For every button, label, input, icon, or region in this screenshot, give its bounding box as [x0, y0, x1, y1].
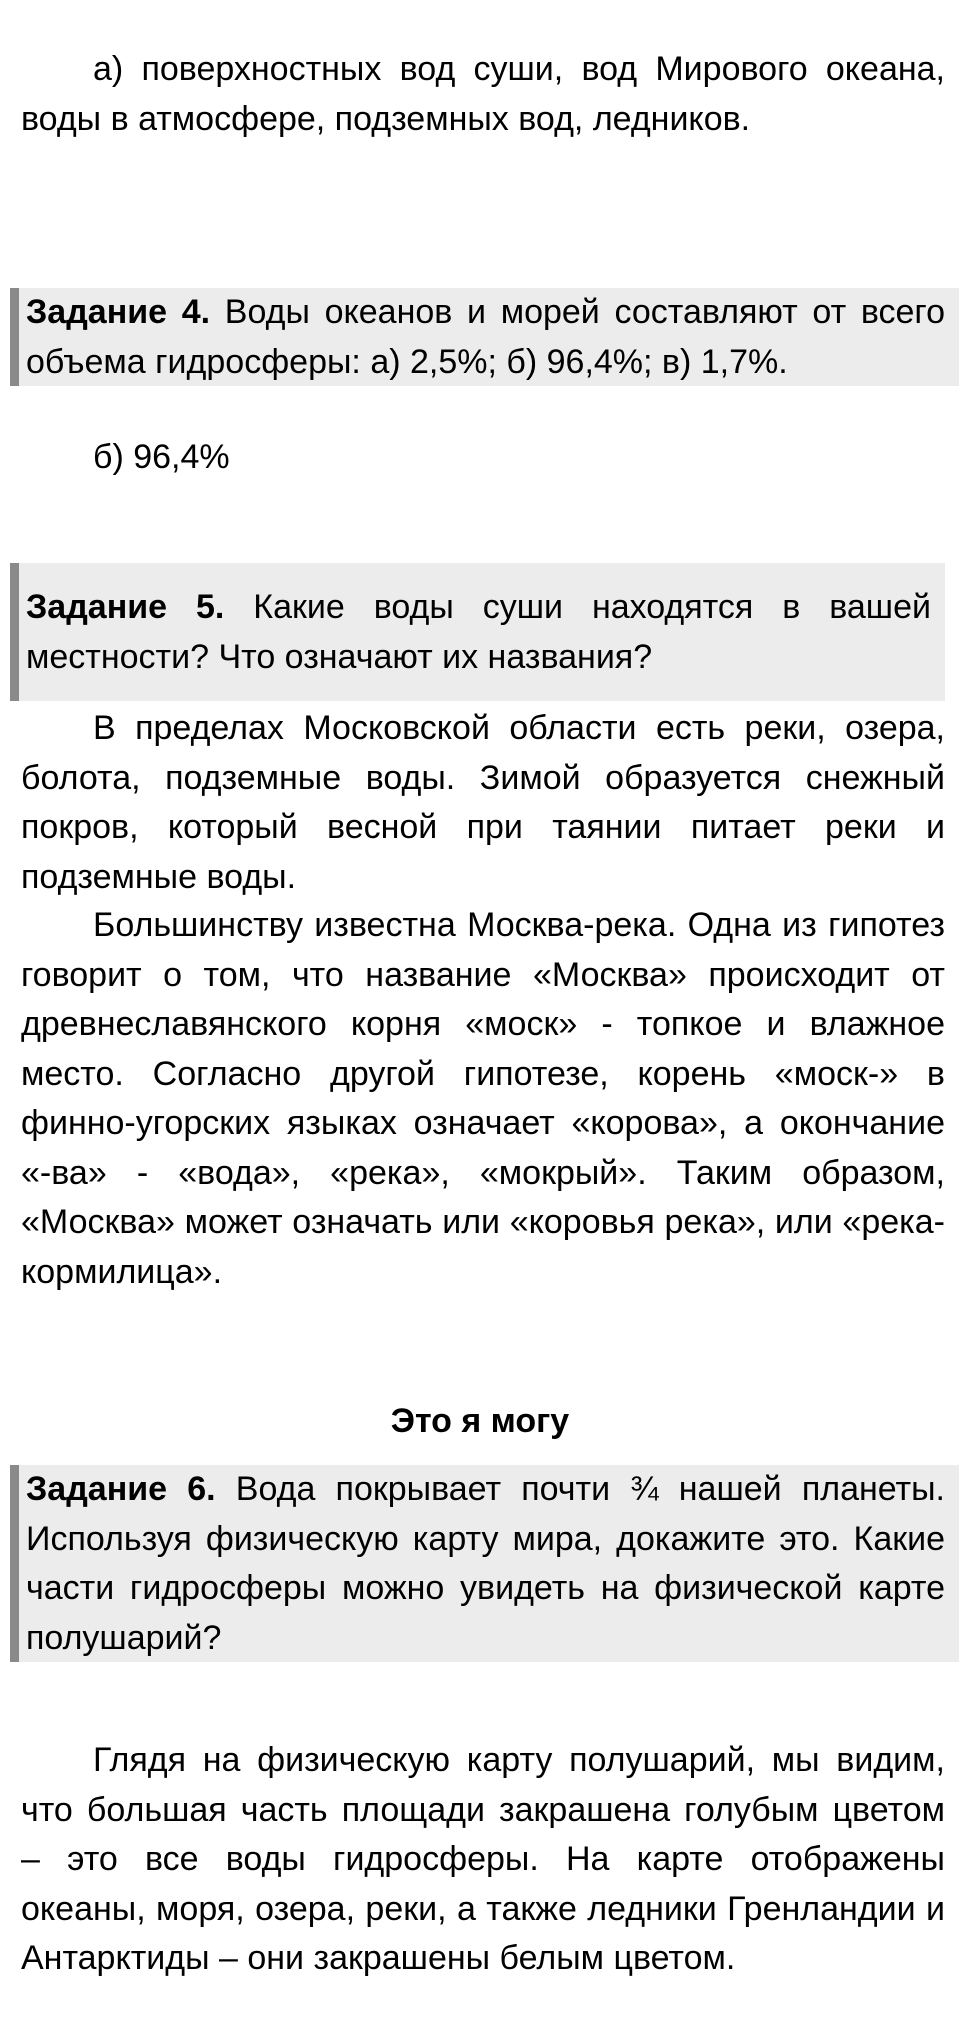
task-4-label: Задание 4.	[26, 293, 211, 331]
task-4-text: Воды океанов и морей составляют от всего объема гидросферы: а) 2,5%; б) 96,4%; в) 1,7%.	[26, 293, 945, 381]
section-heading: Это я могу	[390, 1402, 570, 1440]
task-5-block	[10, 563, 945, 701]
task-6-label: Задание 6.	[26, 1470, 216, 1508]
body-paragraph-3: Глядя на физическую карту полушарий, мы видим, что большая часть площади закрашена голубым цветом – это все воды гидросферы. На карте отображены океаны, моря, озера, реки, а также ледники Гренландии и Антарктиды – они закрашены белым цветом.	[21, 1741, 945, 1977]
task-6-text: Вода покрывает почти ¾ нашей планеты. Используя физическую карту мира, докажите это. Какие части гидросферы можно увидеть на физической карте полушарий?	[26, 1470, 945, 1657]
answer-a-paragraph: а) поверхностных вод суши, вод Мирового океана, воды в атмосфере, подземных вод, ледников.	[21, 50, 945, 138]
body-paragraph-2: Большинству известна Москва-река. Одна из гипотез говорит о том, что название «Москва» происходит от древнеславянского корня «моск» - топкое и влажное место. Согласно другой гипотезе, корень «моск-» в финно-угорских языках означает «корова», а окончание «-ва» - «вода», «река», «мокрый». Таким образом, «Москва» может означать или «коровья река», или «река-кормилица».	[21, 906, 945, 1291]
body-paragraph-1: В пределах Московской области есть реки, озера, болота, подземные воды. Зимой образуется снежный покров, который весной при таянии питает реки и подземные воды.	[21, 709, 945, 896]
task-6-block	[10, 1465, 959, 1662]
task-5-label: Задание 5.	[26, 588, 225, 626]
task-5-text: Какие воды суши находятся в вашей местности? Что означают их названия?	[26, 588, 931, 676]
answer-b-paragraph: б) 96,4%	[93, 438, 230, 476]
task-4-block	[10, 288, 959, 386]
